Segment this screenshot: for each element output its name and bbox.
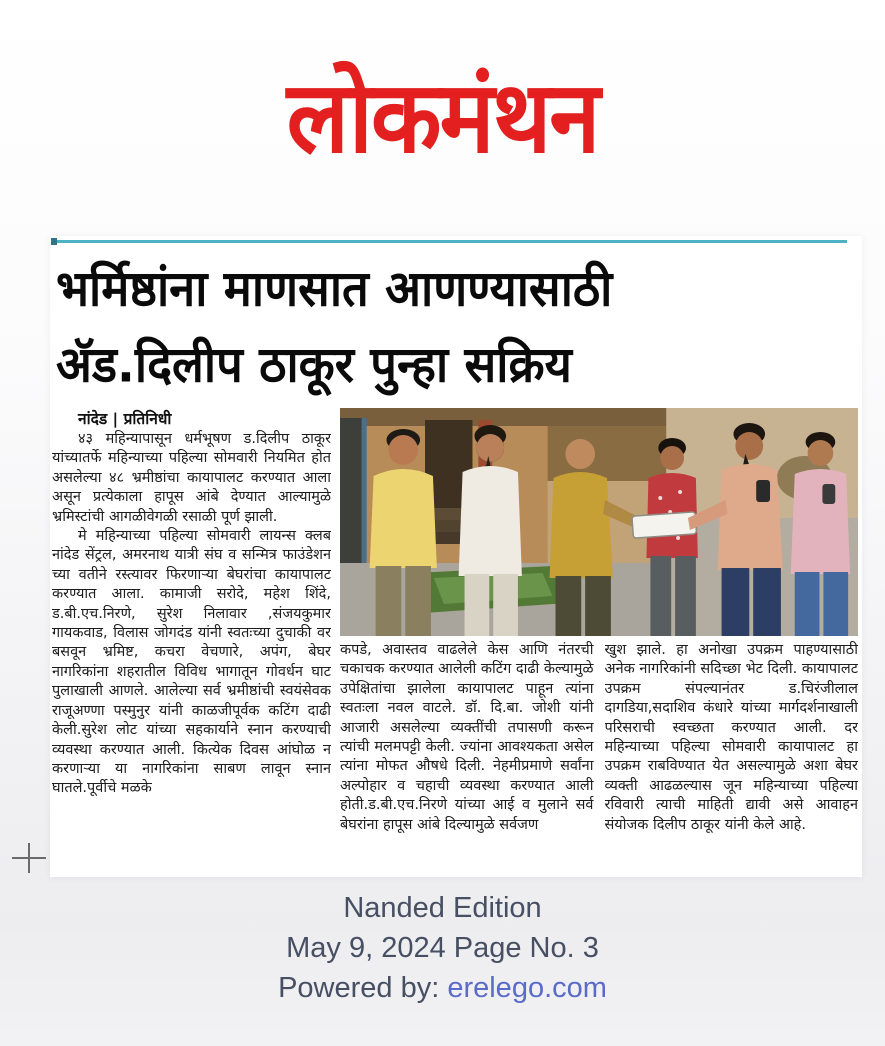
- article-photo: [340, 408, 858, 636]
- powered-by-label: Powered by:: [278, 972, 448, 1004]
- newspaper-logo: लोकमंथन: [286, 59, 599, 176]
- columns-below-photo: [340, 641, 858, 835]
- top-rule-tick: [51, 238, 57, 245]
- paragraph-1: ४३ महिन्यापासून धर्मभूषण ड.दिलीप ठाकूर यांच्यातर्फे महिन्याच्या पहिल्या सोमवारी नियमित होत असलेल्या ४८ भ्रमीष्ठांचा कायापालट करण्यात आला असून प्रत्येकाला हापूस आंबे देण्यात आल्यामुळे भ्रमिस्टांची आगळीवेगळी रसाळी पूर्ण झाली.: [52, 431, 331, 525]
- paragraph-2: मे महिन्याच्या पहिल्या सोमवारी लायन्स क्लब नांदेड सेंट्रल, अमरनाथ यात्री संघ व सन्मित्र फाउंडेशन च्या वतीने रस्त्यावर फिरणाऱ्या बेघरांचा कायापालट करण्यात आला. कामाजी सरोदे, महेश शिंदे, ड.बी.एच.निरणे, सुरेश निलावार ,संजयकुमार गायकवाड, विलास जोगदंड यांनी स्वतःच्या दुचाकी वर बसवून भ्रमिष्ट, कचरा वेचणारे, अपंग, बेघर नागरिकांना शहरातील विविध भागातून गोवर्धन घाट पुलाखाली आणले. आलेल्या सर्व भ्रमीष्ठांची स्वयंसेवक राजूअण्णा पस्मुनुर यांनी काळजीपूर्वक कटिंग दाढी केली.सुरेश लोट यांच्या सहकार्याने स्नान करण्याची व्यवस्था करण्यात आली. कित्येक दिवस आंघोळ न करणाऱ्या या नागरिकांना साबण लावून स्नान घातले.पूर्वीचे मळके: [52, 528, 331, 797]
- article-column-1: [52, 408, 331, 864]
- date-page-label: May 9, 2024 Page No. 3: [286, 932, 599, 964]
- newspaper-masthead: [0, 38, 885, 198]
- newspaper-clipping: [50, 236, 862, 877]
- top-rule: [51, 240, 847, 243]
- article-column-3: खुश झाले. हा अनोखा उपक्रम पाहण्यासाठी अनेक नागरिकांनी सदिच्छा भेट दिली. कायापालट उपक्रम संपल्यानंतर ड.चिरंजीलाल दागडिया,सदाशिव कंधारे यांच्या मार्गदर्शनाखाली परिसराची स्वच्छता करण्यात आली. दर महिन्याच्या पहिल्या सोमवारी कायापालट हा उपक्रम राबविण्यात येत असल्यामुळे अशा बेघर व्यक्ती आढळल्यास जून महिन्याच्या पहिल्या रविवारी त्याची माहिती द्यावी असे आवाहन संयोजक दिलीप ठाकूर यांनी केले आहे.: [604, 642, 858, 833]
- erelego-link[interactable]: erelego.com: [447, 972, 607, 1004]
- photo-illustration: [340, 408, 858, 636]
- crop-mark-vertical: [28, 843, 30, 873]
- headline-line-1: भर्मिष्ठांना माणसात आणण्यासाठी: [56, 260, 613, 319]
- article-right-region: [340, 408, 858, 864]
- page-footer: [0, 888, 885, 1008]
- powered-by-line: [0, 968, 885, 1008]
- article-body: [50, 402, 862, 864]
- article-column-2: कपडे, अवास्तव वाढलेले केस आणि नंतरची चकाचक करण्यात आलेली कटिंग दाढी केल्यामुळे उपेक्षितांचा झालेला कायापालट पाहून त्यांना स्वतःला नवल वाटले. डॉ. दि.बा. जोशी यांनी आजारी असलेल्या व्यक्तींची तपासणी करून त्यांची मलमपट्टी केली. ज्यांना आवश्यकता असेल त्यांना मोफत औषधे दिली. नेहमीप्रमाणे सर्वांना अल्पोहार व चहाची व्यवस्था करण्यात आली होती.ड.बी.एच.निरणे यांच्या आई व मुलाने सर्व बेघरांना हापूस आंबे दिल्यामुळे सर्वजण: [340, 642, 594, 833]
- edition-label: Nanded Edition: [343, 892, 542, 924]
- article-headline: [50, 236, 862, 402]
- dateline: नांदेड | प्रतिनिधी: [78, 410, 172, 428]
- headline-line-2: ॲड.दिलीप ठाकूर पुन्हा सक्रिय: [56, 336, 572, 395]
